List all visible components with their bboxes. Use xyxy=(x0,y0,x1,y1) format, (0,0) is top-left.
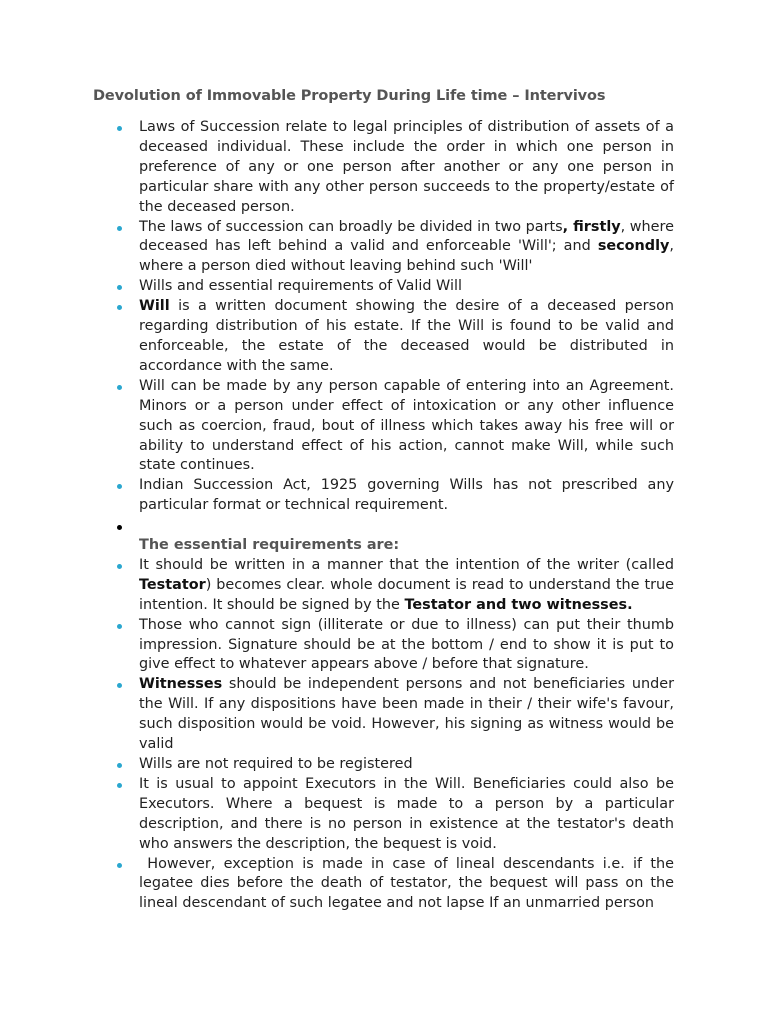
item-bold-text: , firstly xyxy=(562,218,621,235)
bullet-icon xyxy=(117,305,122,310)
item-text: Wills are not required to be registered xyxy=(139,755,413,772)
bullet-icon xyxy=(117,525,122,530)
list-item xyxy=(139,675,674,755)
bullet-icon xyxy=(117,783,122,788)
item-text: Indian Succession Act, 1925 governing Wills has not prescribed any particular format or technical requirement. xyxy=(139,477,674,514)
list-item xyxy=(139,218,674,278)
list-item xyxy=(139,476,674,516)
bullet-list xyxy=(0,118,768,914)
item-text: Those who cannot sign (illiterate or due to illness) can put their thumb impression. Signature should be at the bottom / end to show it is put to give effect to whatever appears above / before that signature. xyxy=(139,616,674,673)
bullet-icon xyxy=(117,226,122,231)
item-text: It should be written in a manner that the intention of the writer (called xyxy=(139,556,674,573)
list-item xyxy=(139,556,674,616)
item-text: The laws of succession can broadly be divided in two parts xyxy=(139,218,563,235)
item-bold-text: Witnesses xyxy=(139,676,223,693)
bullet-icon xyxy=(117,624,122,629)
item-text: It is usual to appoint Executors in the Will. Beneficiaries could also be Executors. Where a bequest is made to a person by a particular description, and there is no person in existence at the testator's death who answers the description, the bequest is void. xyxy=(139,775,674,852)
list-item xyxy=(139,377,674,477)
empty-list-item xyxy=(139,516,674,536)
item-text: Laws of Succession relate to legal principles of distribution of assets of a deceased individual. These include the order in which one person in preference of any or one person after another or any one person in particular share with any other person succeeds to the property/estate of the deceased person. xyxy=(139,119,674,215)
item-bold-text: secondly xyxy=(597,238,670,255)
bullet-icon xyxy=(117,763,122,768)
item-text: Will can be made by any person capable of entering into an Agreement. Minors or a person under effect of intoxication or any other influence such as coercion, fraud, bout of illness which takes away his free will or ability to understand effect of his action, cannot make Will, while such state continues. xyxy=(139,377,674,474)
item-text: is a written document showing the desire of a deceased person regarding distribution of his estate. If the Will is found to be valid and enforceable, the estate of the deceased would be distributed in accordance with the same. xyxy=(139,298,674,374)
bullet-icon xyxy=(117,484,122,489)
list-item xyxy=(139,755,674,775)
bullet-icon xyxy=(117,863,122,868)
list-item xyxy=(139,616,674,676)
list-item xyxy=(139,855,674,915)
page-title: Devolution of Immovable Property During Life time – Intervivos xyxy=(93,88,606,104)
bullet-icon xyxy=(117,683,122,688)
bullet-icon xyxy=(117,385,122,390)
bullet-icon xyxy=(117,126,122,131)
item-text: should be independent persons and not beneficiaries under the Will. If any dispositions have been made in their / their wife's favour, such disposition would be void. However, his signing as witness would be valid xyxy=(139,676,674,753)
item-bold-text: Testator xyxy=(139,576,206,593)
item-bold-text: Testator and two witnesses. xyxy=(404,596,633,613)
bullet-icon xyxy=(117,285,122,290)
item-text: , where deceased has left behind a valid and enforceable 'Will'; and xyxy=(139,218,674,255)
list-item xyxy=(139,775,674,855)
list-item xyxy=(139,297,674,377)
item-text: Wills and essential requirements of Valid Will xyxy=(139,278,462,295)
list-item xyxy=(139,277,674,297)
item-bold-text: Will xyxy=(139,298,170,315)
bullet-icon xyxy=(117,564,122,569)
item-text: However, exception is made in case of lineal descendants i.e. if the legatee dies before the death of testator, the bequest will pass on the lineal descendant of such legatee and not lapse If an unmarried person xyxy=(139,855,674,912)
item-text: , where a person died without leaving behind such 'Will' xyxy=(139,238,674,275)
item-text: ) becomes clear. whole document is read to understand the true intention. It should be signed by the xyxy=(139,576,674,613)
section-subheading: The essential requirements are: xyxy=(139,537,400,554)
list-item xyxy=(139,118,674,218)
